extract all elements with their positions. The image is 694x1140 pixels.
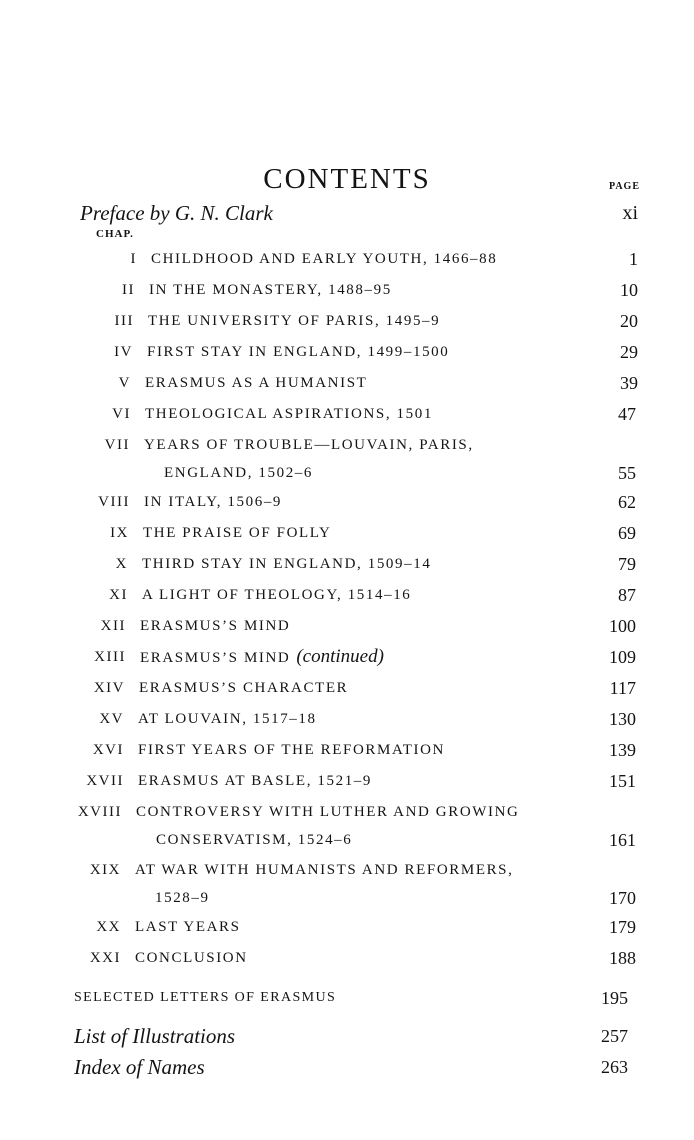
chapter-number: VIII	[98, 494, 130, 510]
chapter-title-continuation: ENGLAND, 1502–6	[164, 465, 313, 481]
chapter-number: VI	[112, 406, 131, 422]
chapter-title: THIRD STAY IN ENGLAND, 1509–14	[142, 556, 432, 572]
chapter-number: I	[130, 251, 137, 267]
chapter-title: ERASMUS AS A HUMANIST	[145, 375, 368, 391]
page-column-label: PAGE	[608, 181, 640, 192]
chapter-page: 188	[609, 948, 636, 968]
chapter-number: III	[114, 313, 134, 329]
chapter-entry	[0, 551, 694, 577]
chapter-entry	[0, 520, 694, 546]
chapter-entry	[0, 401, 694, 427]
chapter-entry	[0, 613, 694, 639]
chapter-number: IV	[114, 344, 133, 360]
chapter-number: XXI	[89, 950, 121, 966]
page-title: CONTENTS	[263, 163, 431, 195]
chapter-title: AT LOUVAIN, 1517–18	[138, 711, 317, 727]
back-matter-label: List of Illustrations	[74, 1024, 236, 1048]
chapter-entry	[0, 945, 694, 971]
back-matter-entry	[0, 1054, 694, 1080]
chapter-entry	[0, 799, 694, 850]
chapter-title: FIRST STAY IN ENGLAND, 1499–1500	[147, 344, 450, 360]
chapter-number: XI	[109, 587, 128, 603]
chapter-title: AT WAR WITH HUMANISTS AND REFORMERS,	[135, 862, 514, 878]
chapter-page: 47	[618, 404, 636, 424]
chapter-title: ERASMUS’S MIND (continued)	[140, 646, 384, 667]
chapter-entry	[0, 914, 694, 940]
chapter-title-continuation: CONSERVATISM, 1524–6	[156, 832, 353, 848]
chapter-number: XVII	[86, 773, 124, 789]
chapter-entry	[0, 432, 694, 483]
chapter-entry	[0, 370, 694, 396]
chapter-title: IN ITALY, 1506–9	[144, 494, 283, 510]
chapter-page: 109	[609, 647, 636, 667]
chapter-page: 100	[609, 616, 636, 636]
chapter-title: FIRST YEARS OF THE REFORMATION	[138, 742, 445, 758]
chapter-title: CONTROVERSY WITH LUTHER AND GROWING	[136, 804, 520, 820]
chapter-title: THE PRAISE OF FOLLY	[143, 525, 332, 541]
chapter-entry	[0, 737, 694, 763]
chapter-entry	[0, 489, 694, 515]
chapter-page: 79	[618, 554, 636, 574]
back-matter-label: Index of Names	[74, 1055, 205, 1079]
chapter-number: XIX	[89, 862, 121, 878]
chapter-title: CHILDHOOD AND EARLY YOUTH, 1466–88	[151, 251, 498, 267]
chapter-entry	[0, 277, 694, 303]
chapter-title: CONCLUSION	[135, 950, 248, 966]
chapter-entry	[0, 339, 694, 365]
chapter-entry	[0, 857, 694, 908]
chapter-page: 20	[620, 311, 638, 331]
preface-page: xi	[622, 202, 638, 224]
chapter-page: 1	[629, 249, 638, 269]
chapter-title: YEARS OF TROUBLE—LOUVAIN, PARIS,	[144, 437, 474, 453]
chapter-page: 10	[620, 280, 638, 300]
chapter-number: XVI	[92, 742, 124, 758]
chapter-page: 179	[609, 917, 636, 937]
chapter-title: LAST YEARS	[135, 919, 241, 935]
chapter-entry	[0, 706, 694, 732]
chapter-title: ERASMUS AT BASLE, 1521–9	[138, 773, 372, 789]
chapter-title: IN THE MONASTERY, 1488–95	[149, 282, 392, 298]
back-matter-page: 257	[601, 1026, 628, 1046]
chapter-page: 87	[618, 585, 636, 605]
preface-label: Preface by G. N. Clark	[80, 201, 273, 225]
back-matter-entry	[0, 1023, 694, 1049]
chapter-number: XII	[100, 618, 126, 634]
chapter-entry	[0, 308, 694, 334]
back-matter-label: SELECTED LETTERS OF ERASMUS	[74, 990, 337, 1005]
chapter-page: 55	[618, 463, 636, 483]
chapter-page: 130	[609, 709, 636, 729]
chapter-title-continuation: 1528–9	[155, 890, 210, 906]
chapter-number: XIII	[94, 649, 126, 665]
back-matter-page: 263	[601, 1057, 628, 1077]
chapter-page: 39	[620, 373, 638, 393]
chapter-entry	[0, 768, 694, 794]
back-matter-page: 195	[601, 988, 628, 1008]
chapter-page: 139	[609, 740, 636, 760]
chapter-number: VII	[104, 437, 130, 453]
chapter-page: 161	[609, 830, 636, 850]
chapter-title: THEOLOGICAL ASPIRATIONS, 1501	[145, 406, 433, 422]
chapter-number: XIV	[93, 680, 125, 696]
chapter-title: ERASMUS’S CHARACTER	[139, 680, 349, 696]
chapter-page: 151	[609, 771, 636, 791]
chapter-entry	[0, 675, 694, 701]
chapter-title: THE UNIVERSITY OF PARIS, 1495–9	[148, 313, 441, 329]
chapter-page: 69	[618, 523, 636, 543]
chap-column-label: CHAP.	[96, 228, 134, 240]
chapter-number: IX	[110, 525, 129, 541]
chapter-number: XV	[99, 711, 124, 727]
chapter-number: XX	[96, 919, 121, 935]
chapter-title: A LIGHT OF THEOLOGY, 1514–16	[142, 587, 412, 603]
chapter-entry	[0, 246, 694, 272]
chapter-title-italic: (continued)	[296, 646, 384, 667]
chapter-page: 62	[618, 492, 636, 512]
chapter-entry	[0, 644, 694, 670]
chapter-page: 170	[609, 888, 636, 908]
chapter-number: V	[118, 375, 131, 391]
chapter-number: II	[122, 282, 135, 298]
chapter-number: XVIII	[77, 804, 122, 820]
chapter-entry	[0, 582, 694, 608]
back-matter-entry	[0, 985, 694, 1011]
chapter-title: ERASMUS’S MIND	[140, 618, 291, 634]
chapter-number: X	[115, 556, 128, 572]
chapter-page: 117	[609, 678, 636, 698]
chapter-page: 29	[620, 342, 638, 362]
preface-entry	[0, 200, 694, 226]
